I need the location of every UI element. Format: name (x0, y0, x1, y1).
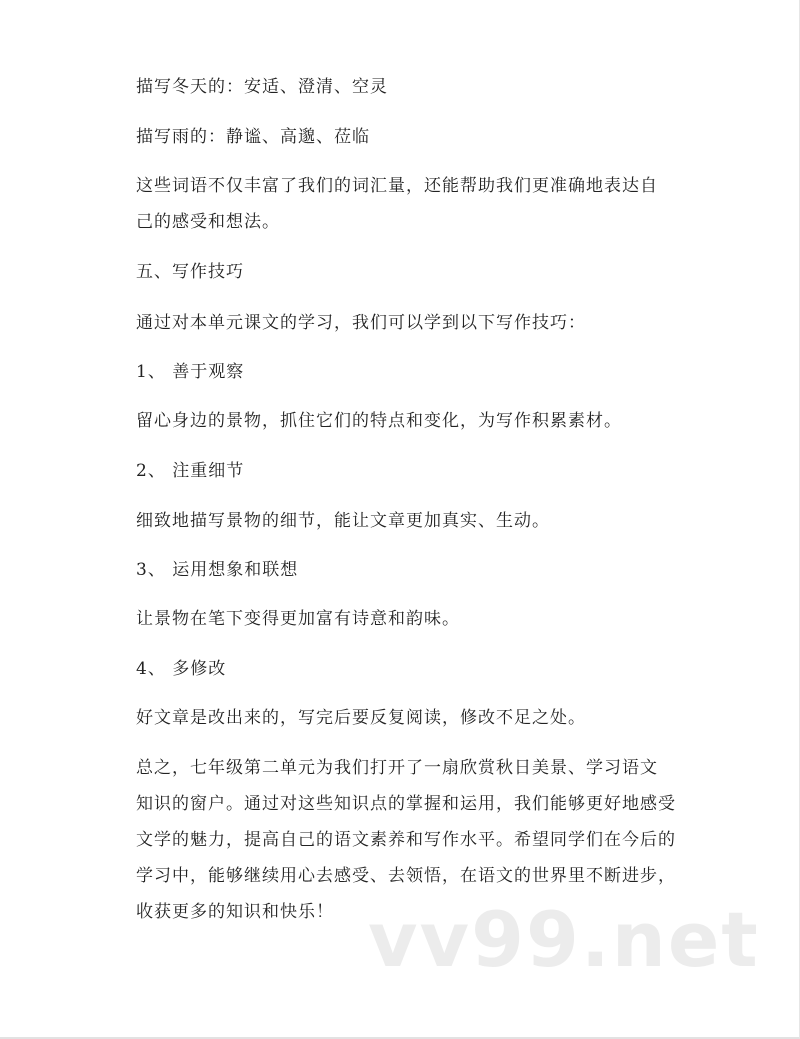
list-heading: 4、 多修改 (136, 659, 227, 679)
text-line: 细致地描写景物的细节，能让文章更加真实、生动。 (136, 511, 550, 531)
text-line: 描写冬天的：安适、澄清、空灵 (136, 77, 388, 97)
text-line: 知识的窗户。通过对这些知识点的掌握和运用，我们能够更好地感受 (136, 794, 676, 814)
section-heading: 五、写作技巧 (136, 262, 244, 282)
text-line: 总之，七年级第二单元为我们打开了一扇欣赏秋日美景、学习语文 (136, 758, 658, 778)
list-heading: 1、 善于观察 (136, 362, 245, 382)
text-line: 通过对本单元课文的学习，我们可以学到以下写作技巧： (136, 313, 586, 333)
text-line: 文学的魅力，提高自己的语文素养和写作水平。希望同学们在今后的 (136, 830, 676, 850)
text-line: 留心身边的景物，抓住它们的特点和变化，为写作积累素材。 (136, 411, 622, 431)
text-line: 己的感受和想法。 (136, 212, 280, 232)
list-heading: 2、 注重细节 (136, 461, 245, 481)
list-heading: 3、 运用想象和联想 (136, 560, 299, 580)
text-line: 好文章是改出来的，写完后要反复阅读，修改不足之处。 (136, 708, 586, 728)
text-line: 描写雨的：静谧、高邈、莅临 (136, 127, 370, 147)
text-line: 学习中，能够继续用心去感受、去领悟，在语文的世界里不断进步， (136, 866, 676, 886)
text-line: 这些词语不仅丰富了我们的词汇量，还能帮助我们更准确地表达自 (136, 176, 658, 196)
text-line: 让景物在笔下变得更加富有诗意和韵味。 (136, 609, 460, 629)
text-line: 收获更多的知识和快乐！ (136, 902, 334, 922)
watermark: vv99.net (368, 895, 760, 984)
